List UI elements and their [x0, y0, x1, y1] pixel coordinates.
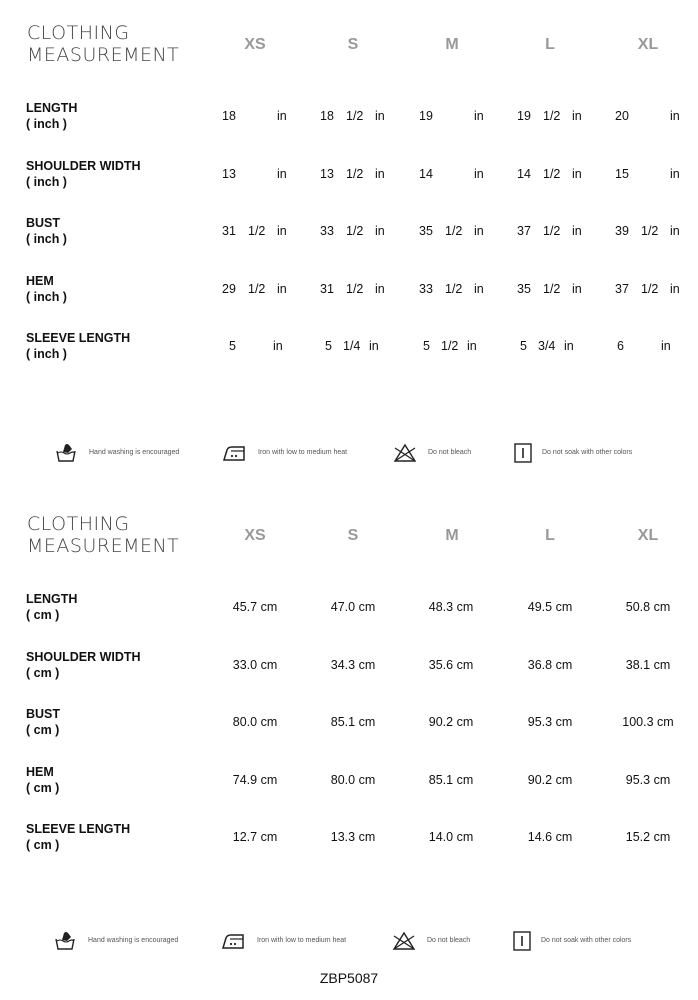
- cell-unit: in: [277, 224, 287, 238]
- title-line-1: CLOTHING: [27, 513, 130, 535]
- cell-whole: 20: [615, 109, 629, 123]
- table-row: [0, 273, 698, 313]
- table-row: [0, 100, 698, 140]
- row-label-name: BUST: [26, 707, 61, 721]
- cell-fraction: 1/2: [346, 282, 364, 296]
- cell-whole: 33: [419, 282, 433, 296]
- row-label-name: LENGTH: [26, 101, 78, 115]
- cell-value: 45.7 cm: [232, 600, 278, 614]
- cell-fraction: 1/2: [346, 167, 364, 181]
- size-header-xl: XL: [637, 36, 659, 53]
- cell-unit: in: [670, 224, 680, 238]
- cell-value: 34.3 cm: [330, 658, 376, 672]
- cell-value: 95.3 cm: [527, 715, 573, 729]
- cell-value: 80.0 cm: [232, 715, 278, 729]
- care-text-iron: Iron with low to medium heat: [257, 937, 347, 944]
- inch-measurement-section: [0, 22, 698, 456]
- cell-value: 14.0 cm: [428, 830, 474, 844]
- cm-measurement-section: [0, 513, 698, 953]
- cell-whole: 15: [615, 167, 629, 181]
- cell-unit: in: [375, 224, 385, 238]
- cell-fraction: 1/2: [543, 224, 561, 238]
- cell-fraction: 3/4: [538, 339, 556, 353]
- row-label-unit: ( inch ): [26, 117, 67, 131]
- cell-value: 48.3 cm: [428, 600, 474, 614]
- size-header-s: S: [347, 36, 359, 53]
- care-text-hand-wash: Hand washing is encouraged: [88, 937, 179, 944]
- row-label-name: HEM: [26, 274, 54, 288]
- row-label: [26, 591, 77, 623]
- table-row: [0, 764, 698, 804]
- cell-fraction: 1/2: [346, 224, 364, 238]
- cell-whole: 5: [520, 339, 527, 353]
- cell-fraction: 1/2: [641, 282, 659, 296]
- cell-fraction: 1/2: [248, 282, 266, 296]
- product-code: ZBP5087: [319, 970, 379, 986]
- row-label-unit: ( cm ): [26, 723, 60, 737]
- care-text-hand-wash: Hand washing is encouraged: [89, 449, 180, 456]
- cell-fraction: 1/2: [445, 224, 463, 238]
- row-label: [26, 273, 67, 305]
- cell-value: 95.3 cm: [625, 773, 671, 787]
- cell-value: 12.7 cm: [232, 830, 278, 844]
- cell-unit: in: [564, 339, 574, 353]
- inch-table-title: [27, 22, 179, 66]
- cell-unit: in: [277, 109, 287, 123]
- cell-whole: 13: [222, 167, 236, 181]
- cell-whole: 19: [517, 109, 531, 123]
- row-label-unit: ( inch ): [26, 290, 67, 304]
- cell-value: 90.2 cm: [428, 715, 474, 729]
- table-row: [0, 649, 698, 689]
- cell-unit: in: [474, 167, 484, 181]
- row-label-unit: ( inch ): [26, 175, 67, 189]
- cell-unit: in: [572, 224, 582, 238]
- cell-unit: in: [273, 339, 283, 353]
- hand-wash-icon: [54, 930, 78, 952]
- cm-table-title: [27, 513, 179, 557]
- no-soak-icon: [512, 930, 532, 952]
- row-label: [26, 330, 130, 362]
- size-header-m: M: [445, 36, 459, 53]
- row-label-unit: ( cm ): [26, 608, 60, 622]
- row-label: [26, 821, 130, 853]
- table-row: [0, 215, 698, 255]
- table-row: [0, 821, 698, 861]
- size-header-m: M: [445, 527, 459, 544]
- iron-icon: [221, 930, 247, 952]
- cell-value: 33.0 cm: [232, 658, 278, 672]
- cell-unit: in: [572, 282, 582, 296]
- cell-whole: 33: [320, 224, 334, 238]
- size-header-xl: XL: [637, 527, 659, 544]
- care-text-no-bleach: Do not bleach: [428, 449, 472, 456]
- cell-whole: 18: [320, 109, 334, 123]
- row-label: [26, 215, 67, 247]
- cell-whole: 39: [615, 224, 629, 238]
- cell-value: 15.2 cm: [625, 830, 671, 844]
- care-instructions: [0, 442, 698, 466]
- cell-value: 35.6 cm: [428, 658, 474, 672]
- cell-whole: 37: [517, 224, 531, 238]
- cell-fraction: 1/2: [248, 224, 266, 238]
- table-row: [0, 591, 698, 631]
- row-label-name: SHOULDER WIDTH: [26, 159, 141, 173]
- cell-whole: 29: [222, 282, 236, 296]
- row-label-name: SHOULDER WIDTH: [26, 650, 141, 664]
- row-label-unit: ( cm ): [26, 781, 60, 795]
- table-row: [0, 706, 698, 746]
- row-label: [26, 100, 77, 132]
- cell-unit: in: [375, 109, 385, 123]
- cell-whole: 37: [615, 282, 629, 296]
- cell-whole: 14: [419, 167, 433, 181]
- cell-whole: 35: [419, 224, 433, 238]
- cell-unit: in: [277, 282, 287, 296]
- cell-whole: 18: [222, 109, 236, 123]
- cell-unit: in: [670, 167, 680, 181]
- cell-fraction: 1/2: [445, 282, 463, 296]
- cell-whole: 31: [320, 282, 334, 296]
- cell-value: 100.3 cm: [622, 715, 674, 729]
- cell-whole: 31: [222, 224, 236, 238]
- care-text-no-soak: Do not soak with other colors: [541, 937, 632, 944]
- cell-unit: in: [572, 109, 582, 123]
- cell-fraction: 1/2: [543, 167, 561, 181]
- cell-fraction: 1/2: [346, 109, 364, 123]
- cell-fraction: 1/4: [343, 339, 361, 353]
- cell-unit: in: [369, 339, 379, 353]
- row-label: [26, 706, 60, 738]
- title-line-1: CLOTHING: [27, 22, 130, 44]
- care-instructions: [0, 930, 698, 954]
- cell-value: 14.6 cm: [527, 830, 573, 844]
- cell-fraction: 1/2: [441, 339, 459, 353]
- cell-unit: in: [474, 224, 484, 238]
- cell-value: 85.1 cm: [428, 773, 474, 787]
- size-header-xs: XS: [244, 527, 266, 544]
- cell-value: 36.8 cm: [527, 658, 573, 672]
- cell-unit: in: [375, 167, 385, 181]
- cell-value: 13.3 cm: [330, 830, 376, 844]
- cell-unit: in: [277, 167, 287, 181]
- size-header-xs: XS: [244, 36, 266, 53]
- size-header-l: L: [545, 36, 555, 53]
- size-header-s: S: [347, 527, 359, 544]
- cell-unit: in: [670, 109, 680, 123]
- cell-unit: in: [661, 339, 671, 353]
- cell-unit: in: [670, 282, 680, 296]
- size-header-l: L: [545, 527, 555, 544]
- cell-unit: in: [375, 282, 385, 296]
- cell-value: 85.1 cm: [330, 715, 376, 729]
- cell-whole: 6: [617, 339, 624, 353]
- no-bleach-icon: [391, 930, 417, 952]
- row-label-name: LENGTH: [26, 592, 78, 606]
- cell-fraction: 1/2: [543, 109, 561, 123]
- title-line-2: MEASUREMENT: [27, 535, 180, 557]
- cell-value: 49.5 cm: [527, 600, 573, 614]
- cell-whole: 5: [423, 339, 430, 353]
- row-label-unit: ( inch ): [26, 232, 67, 246]
- cell-value: 80.0 cm: [330, 773, 376, 787]
- cell-fraction: 1/2: [641, 224, 659, 238]
- row-label-unit: ( inch ): [26, 347, 67, 361]
- cell-whole: 19: [419, 109, 433, 123]
- cell-unit: in: [474, 109, 484, 123]
- table-row: [0, 330, 698, 370]
- row-label: [26, 649, 141, 681]
- care-text-no-soak: Do not soak with other colors: [542, 449, 633, 456]
- row-label-unit: ( cm ): [26, 666, 60, 680]
- cell-unit: in: [572, 167, 582, 181]
- row-label-name: SLEEVE LENGTH: [26, 331, 131, 345]
- iron-icon: [222, 442, 248, 464]
- row-label: [26, 158, 141, 190]
- row-label-name: HEM: [26, 765, 54, 779]
- table-row: [0, 158, 698, 198]
- cell-fraction: 1/2: [543, 282, 561, 296]
- care-text-iron: Iron with low to medium heat: [258, 449, 348, 456]
- cell-value: 38.1 cm: [625, 658, 671, 672]
- cell-unit: in: [467, 339, 477, 353]
- cell-value: 90.2 cm: [527, 773, 573, 787]
- row-label-unit: ( cm ): [26, 838, 60, 852]
- cell-whole: 5: [325, 339, 332, 353]
- no-bleach-icon: [392, 442, 418, 464]
- row-label-name: BUST: [26, 216, 61, 230]
- hand-wash-icon: [55, 442, 79, 464]
- cell-value: 50.8 cm: [625, 600, 671, 614]
- title-line-2: MEASUREMENT: [27, 44, 180, 66]
- cell-whole: 14: [517, 167, 531, 181]
- cell-whole: 5: [229, 339, 236, 353]
- care-text-no-bleach: Do not bleach: [427, 937, 471, 944]
- cell-whole: 35: [517, 282, 531, 296]
- no-soak-icon: [513, 442, 533, 464]
- row-label-name: SLEEVE LENGTH: [26, 822, 131, 836]
- cell-value: 74.9 cm: [232, 773, 278, 787]
- row-label: [26, 764, 59, 796]
- cell-unit: in: [474, 282, 484, 296]
- cell-whole: 13: [320, 167, 334, 181]
- cell-value: 47.0 cm: [330, 600, 376, 614]
